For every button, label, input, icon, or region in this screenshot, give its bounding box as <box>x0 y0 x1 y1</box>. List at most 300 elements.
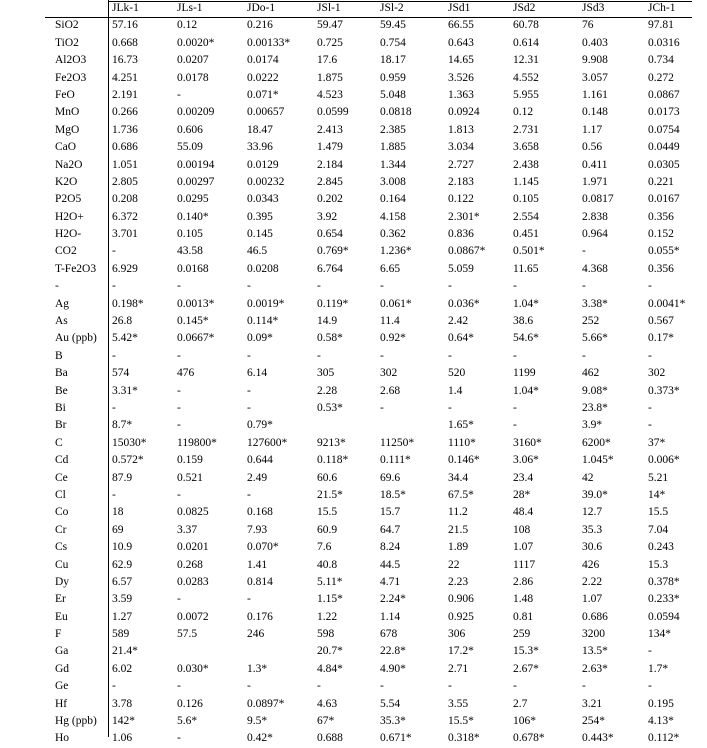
value-cell: 0.268 <box>177 558 203 571</box>
value-cell: - <box>648 349 652 362</box>
row-label: Cs <box>55 541 68 554</box>
row-label: Ba <box>55 367 68 380</box>
row-label: Ag <box>55 297 70 310</box>
value-cell: 119800* <box>177 436 217 449</box>
value-cell: 11.2 <box>448 506 468 519</box>
value-cell: 2.68 <box>380 384 401 397</box>
value-cell: 574 <box>112 367 130 380</box>
value-cell: 2.49 <box>247 471 268 484</box>
value-cell: 20.7* <box>317 645 343 658</box>
value-cell: 1.04* <box>513 297 539 310</box>
column-header: JSd3 <box>582 2 605 14</box>
table-row <box>0 504 707 521</box>
value-cell: - <box>582 280 586 293</box>
value-cell: 0.055* <box>648 245 680 258</box>
value-cell: 3.057 <box>582 71 608 84</box>
table-row <box>0 313 707 330</box>
value-cell: 0.678* <box>513 732 545 745</box>
value-cell: 0.58* <box>317 332 343 345</box>
row-label: Gd <box>55 662 70 675</box>
value-cell: 5.42* <box>112 332 138 345</box>
value-cell: 0.071* <box>247 88 279 101</box>
value-cell: 4.368 <box>582 262 608 275</box>
value-cell: - <box>448 349 452 362</box>
value-cell: 2.413 <box>317 123 343 136</box>
value-cell: 678 <box>380 628 398 641</box>
row-label: Eu <box>55 610 68 623</box>
value-cell: 3.92 <box>317 210 338 223</box>
value-cell: 0.0168 <box>177 262 209 275</box>
value-cell: 1.15* <box>317 593 343 606</box>
value-cell: 0.0174 <box>247 54 279 67</box>
value-cell: 0.0201 <box>177 541 209 554</box>
table-row <box>0 17 707 34</box>
value-cell: 246 <box>247 628 265 641</box>
table-row <box>0 539 707 556</box>
value-cell: - <box>112 349 116 362</box>
value-cell: 6.764 <box>317 262 343 275</box>
table-row <box>0 591 707 608</box>
value-cell: 0.061* <box>380 297 412 310</box>
value-cell: 462 <box>582 367 600 380</box>
row-label: Hg (ppb) <box>55 715 97 728</box>
value-cell: 0.195 <box>648 697 674 710</box>
value-cell: 0.567 <box>648 315 674 328</box>
value-cell: 1110* <box>448 436 476 449</box>
table-top-border <box>108 1 692 2</box>
value-cell: - <box>513 280 517 293</box>
table-row <box>0 348 707 365</box>
value-cell: 2.385 <box>380 123 406 136</box>
table-row <box>0 661 707 678</box>
value-cell: 54.6* <box>513 332 539 345</box>
value-cell: 60.78 <box>513 19 539 32</box>
value-cell: 1.06 <box>112 732 133 745</box>
value-cell: - <box>177 349 181 362</box>
value-cell: 2.845 <box>317 175 343 188</box>
value-cell: 0.501* <box>513 245 545 258</box>
value-cell: - <box>317 680 321 693</box>
value-cell: 0.688 <box>317 732 343 745</box>
value-cell: 1.145 <box>513 175 539 188</box>
value-cell: - <box>513 680 517 693</box>
value-cell: 5.66* <box>582 332 608 345</box>
value-cell: 0.686 <box>582 610 608 623</box>
table-row <box>0 696 707 713</box>
value-cell: 0.0019* <box>247 297 285 310</box>
value-cell: 0.356 <box>648 262 674 275</box>
value-cell: 252 <box>582 315 600 328</box>
value-cell: - <box>317 349 321 362</box>
value-cell: 0.378* <box>648 575 680 588</box>
value-cell: 33.96 <box>247 141 273 154</box>
value-cell: 2.7 <box>513 697 528 710</box>
value-cell: 2.42 <box>448 315 469 328</box>
value-cell: - <box>380 349 384 362</box>
value-cell: 55.09 <box>177 141 203 154</box>
value-cell: 69.6 <box>380 471 401 484</box>
value-cell: 1.875 <box>317 71 343 84</box>
value-cell: - <box>177 732 181 745</box>
row-label: Cr <box>55 523 67 536</box>
value-cell: 0.12 <box>513 106 534 119</box>
table-body <box>0 17 707 747</box>
value-cell: 0.0020* <box>177 36 215 49</box>
value-cell: 0.686 <box>112 141 138 154</box>
value-cell: 5.059 <box>448 262 474 275</box>
value-cell: 0.221 <box>648 175 674 188</box>
value-cell: 1.344 <box>380 158 406 171</box>
value-cell: 15.7 <box>380 506 401 519</box>
table-row <box>0 174 707 191</box>
value-cell: 0.00209 <box>177 106 215 119</box>
value-cell: 23.8* <box>582 401 608 414</box>
value-cell: - <box>648 680 652 693</box>
value-cell: 1.3* <box>247 662 268 675</box>
value-cell: - <box>380 401 384 414</box>
value-cell: 2.22 <box>582 575 603 588</box>
value-cell: 23.4 <box>513 471 534 484</box>
value-cell: - <box>582 349 586 362</box>
value-cell: 0.92* <box>380 332 406 345</box>
value-cell: 0.202 <box>317 193 343 206</box>
value-cell: 0.769* <box>317 245 349 258</box>
value-cell: - <box>648 401 652 414</box>
value-cell: 0.216 <box>247 19 273 32</box>
value-cell: 0.00194 <box>177 158 215 171</box>
row-label: Br <box>55 419 67 432</box>
value-cell: 1.736 <box>112 123 138 136</box>
value-cell: 4.158 <box>380 210 406 223</box>
value-cell: 1.4 <box>448 384 463 397</box>
value-cell: 2.838 <box>582 210 608 223</box>
value-cell: 2.301* <box>448 210 480 223</box>
value-cell: 0.606 <box>177 123 203 136</box>
value-cell: 64.7 <box>380 523 401 536</box>
value-cell: - <box>247 488 251 501</box>
label-column-divider <box>108 0 109 737</box>
value-cell: 302 <box>648 367 666 380</box>
value-cell: - <box>513 419 517 432</box>
value-cell: - <box>247 680 251 693</box>
value-cell: - <box>648 419 652 432</box>
value-cell: 0.572* <box>112 454 144 467</box>
value-cell: 1.14 <box>380 610 401 623</box>
value-cell: 9.908 <box>582 54 608 67</box>
row-label: TiO2 <box>55 36 79 49</box>
value-cell: 0.266 <box>112 106 138 119</box>
value-cell: 1.17 <box>582 123 603 136</box>
value-cell: 0.668 <box>112 36 138 49</box>
value-cell: 0.0867* <box>448 245 486 258</box>
value-cell: 5.21 <box>648 471 669 484</box>
value-cell: 3.06* <box>513 454 539 467</box>
value-cell: 589 <box>112 628 130 641</box>
value-cell: 0.362 <box>380 228 406 241</box>
value-cell: 4.71 <box>380 575 401 588</box>
value-cell: 6.929 <box>112 262 138 275</box>
value-cell: 60.6 <box>317 471 338 484</box>
table-row <box>0 730 707 747</box>
value-cell: 7.04 <box>648 523 669 536</box>
value-cell: 3160* <box>513 436 542 449</box>
value-cell: 40.8 <box>317 558 338 571</box>
table-row <box>0 678 707 695</box>
value-cell: 1.07 <box>582 593 603 606</box>
value-cell: 108 <box>513 523 531 536</box>
table-row <box>0 609 707 626</box>
value-cell: - <box>582 245 586 258</box>
value-cell: 0.906 <box>448 593 474 606</box>
value-cell <box>173 643 243 660</box>
value-cell: 1.22 <box>317 610 338 623</box>
value-cell: 0.111* <box>380 454 411 467</box>
value-cell: 3.31* <box>112 384 138 397</box>
value-cell: 2.191 <box>112 88 138 101</box>
row-label: Cu <box>55 558 69 571</box>
value-cell: 0.0167 <box>648 193 680 206</box>
value-cell: 0.644 <box>247 454 273 467</box>
value-cell: 3.526 <box>448 71 474 84</box>
value-cell: 2.86 <box>513 575 534 588</box>
value-cell: 97.81 <box>648 19 674 32</box>
value-cell: 0.114* <box>247 315 279 328</box>
value-cell: 17.2* <box>448 645 474 658</box>
value-cell: 21.5 <box>448 523 469 536</box>
row-label: Ho <box>55 732 70 745</box>
value-cell: 2.554 <box>513 210 539 223</box>
table-row <box>0 52 707 69</box>
value-cell: 254* <box>582 715 605 728</box>
value-cell: 4.251 <box>112 71 138 84</box>
row-label: Be <box>55 384 68 397</box>
value-cell: 0.208 <box>112 193 138 206</box>
value-cell: 1.07 <box>513 541 534 554</box>
row-label: - <box>55 280 59 293</box>
value-cell: 67* <box>317 715 335 728</box>
value-cell: 21.4* <box>112 645 138 658</box>
value-cell: 2.183 <box>448 175 474 188</box>
value-cell: 0.198* <box>112 297 144 310</box>
row-label: Bi <box>55 401 66 414</box>
value-cell: 0.272 <box>648 71 674 84</box>
value-cell: 60.9 <box>317 523 338 536</box>
column-header: JLs-1 <box>177 2 203 14</box>
value-cell: 14* <box>648 488 666 501</box>
value-cell: 3.38* <box>582 297 608 310</box>
value-cell: 1.7* <box>648 662 669 675</box>
value-cell: 142* <box>112 715 135 728</box>
table-row <box>0 522 707 539</box>
value-cell: 13.5* <box>582 645 608 658</box>
value-cell: 0.0594 <box>648 610 680 623</box>
table-row <box>0 296 707 313</box>
value-cell: 1.48 <box>513 593 534 606</box>
value-cell: 0.0867 <box>648 88 680 101</box>
value-cell: 10.9 <box>112 541 133 554</box>
value-cell: 6.14 <box>247 367 268 380</box>
value-cell: 11250* <box>380 436 415 449</box>
value-cell: 4.552 <box>513 71 539 84</box>
value-cell: 35.3* <box>380 715 406 728</box>
value-cell: 0.0283 <box>177 575 209 588</box>
value-cell: 0.0825 <box>177 506 209 519</box>
value-cell: 3.37 <box>177 523 198 536</box>
value-cell: 0.146* <box>448 454 480 467</box>
value-cell: 6.57 <box>112 575 133 588</box>
value-cell: 28* <box>513 488 531 501</box>
value-cell: 18.47 <box>247 123 273 136</box>
value-cell <box>243 643 313 660</box>
value-cell: 0.0667* <box>177 332 215 345</box>
table-row <box>0 122 707 139</box>
value-cell: 0.395 <box>247 210 273 223</box>
value-cell <box>313 417 376 434</box>
value-cell: 0.614 <box>513 36 539 49</box>
value-cell: 15.3 <box>648 558 669 571</box>
value-cell: - <box>448 680 452 693</box>
value-cell: - <box>247 349 251 362</box>
table-row <box>0 104 707 121</box>
row-label: Fe2O3 <box>55 71 87 84</box>
value-cell: 2.184 <box>317 158 343 171</box>
value-cell: 0.164 <box>380 193 406 206</box>
value-cell: 0.443* <box>582 732 614 745</box>
value-cell: 5.54 <box>380 697 401 710</box>
table-row <box>0 557 707 574</box>
value-cell: - <box>247 280 251 293</box>
value-cell: 0.006* <box>648 454 680 467</box>
value-cell: 21.5* <box>317 488 343 501</box>
value-cell: 38.6 <box>513 315 534 328</box>
value-cell: 22.8* <box>380 645 406 658</box>
value-cell: 0.959 <box>380 71 406 84</box>
value-cell: 0.0599 <box>317 106 349 119</box>
column-header: JSl-1 <box>317 2 341 14</box>
value-cell: 1199 <box>513 367 536 380</box>
value-cell: 18 <box>112 506 124 519</box>
value-cell: 2.23 <box>448 575 469 588</box>
table-row <box>0 157 707 174</box>
value-cell: 0.925 <box>448 610 474 623</box>
value-cell: - <box>513 401 517 414</box>
value-cell: 37* <box>648 436 666 449</box>
value-cell: 0.373* <box>648 384 680 397</box>
value-cell: 1.41 <box>247 558 268 571</box>
table-row <box>0 713 707 730</box>
value-cell: 0.112* <box>648 732 680 745</box>
value-cell: - <box>112 401 116 414</box>
value-cell: 426 <box>582 558 600 571</box>
value-cell: 127600* <box>247 436 288 449</box>
value-cell <box>376 417 444 434</box>
value-cell: 66.55 <box>448 19 474 32</box>
value-cell: - <box>648 280 652 293</box>
value-cell: 59.47 <box>317 19 343 32</box>
value-cell: - <box>177 280 181 293</box>
value-cell: - <box>177 88 181 101</box>
value-cell: 0.030* <box>177 662 209 675</box>
value-cell: 0.0041* <box>648 297 686 310</box>
value-cell: 0.521 <box>177 471 203 484</box>
table-row <box>0 417 707 434</box>
value-cell: 8.24 <box>380 541 401 554</box>
value-cell: - <box>177 419 181 432</box>
value-cell: 3.55 <box>448 697 469 710</box>
value-cell: 0.118* <box>317 454 349 467</box>
table-row <box>0 383 707 400</box>
value-cell: - <box>177 488 181 501</box>
value-cell: - <box>177 384 181 397</box>
value-cell: 9213* <box>317 436 346 449</box>
value-cell: 0.159 <box>177 454 203 467</box>
row-label: Cl <box>55 488 66 501</box>
value-cell: 0.836 <box>448 228 474 241</box>
table-row <box>0 365 707 382</box>
value-cell: 30.6 <box>582 541 603 554</box>
value-cell: 0.0305 <box>648 158 680 171</box>
value-cell: 16.73 <box>112 54 138 67</box>
value-cell: 14.65 <box>448 54 474 67</box>
value-cell: 0.243 <box>648 541 674 554</box>
value-cell: 12.7 <box>582 506 603 519</box>
value-cell: 0.0129 <box>247 158 279 171</box>
table-row <box>0 435 707 452</box>
value-cell: 9.08* <box>582 384 608 397</box>
value-cell: 0.643 <box>448 36 474 49</box>
row-label: Cd <box>55 454 69 467</box>
column-header: JSl-2 <box>380 2 404 14</box>
value-cell: 0.140* <box>177 210 209 223</box>
value-cell: 0.0818 <box>380 106 412 119</box>
value-cell: 3.21 <box>582 697 603 710</box>
value-cell: 306 <box>448 628 466 641</box>
column-header: JCh-1 <box>648 2 676 14</box>
value-cell: 0.654 <box>317 228 343 241</box>
value-cell: 0.09* <box>247 332 273 345</box>
value-cell: 0.145 <box>247 228 273 241</box>
row-label: SiO2 <box>55 19 79 32</box>
table-row <box>0 470 707 487</box>
value-cell: 15030* <box>112 436 147 449</box>
value-cell: 12.31 <box>513 54 539 67</box>
value-cell: 4.90* <box>380 662 406 675</box>
value-cell: 3200 <box>582 628 605 641</box>
value-cell: 15.5 <box>317 506 338 519</box>
value-cell: 1117 <box>513 558 536 571</box>
value-cell: 0.17* <box>648 332 674 345</box>
row-label: Co <box>55 506 69 519</box>
value-cell: 0.0295 <box>177 193 209 206</box>
table-row <box>0 278 707 295</box>
value-cell: 598 <box>317 628 335 641</box>
value-cell: - <box>247 593 251 606</box>
row-label: CaO <box>55 141 77 154</box>
value-cell: 0.0072 <box>177 610 209 623</box>
value-cell: 1.04* <box>513 384 539 397</box>
value-cell: 5.048 <box>380 88 406 101</box>
value-cell: 259 <box>513 628 531 641</box>
value-cell: 0.42* <box>247 732 273 745</box>
value-cell: 5.955 <box>513 88 539 101</box>
value-cell: - <box>112 245 116 258</box>
table-row <box>0 209 707 226</box>
value-cell: 0.0178 <box>177 71 209 84</box>
table-row <box>0 400 707 417</box>
row-label: Hf <box>55 697 68 710</box>
value-cell: 3.658 <box>513 141 539 154</box>
row-label: H2O+ <box>55 210 84 223</box>
